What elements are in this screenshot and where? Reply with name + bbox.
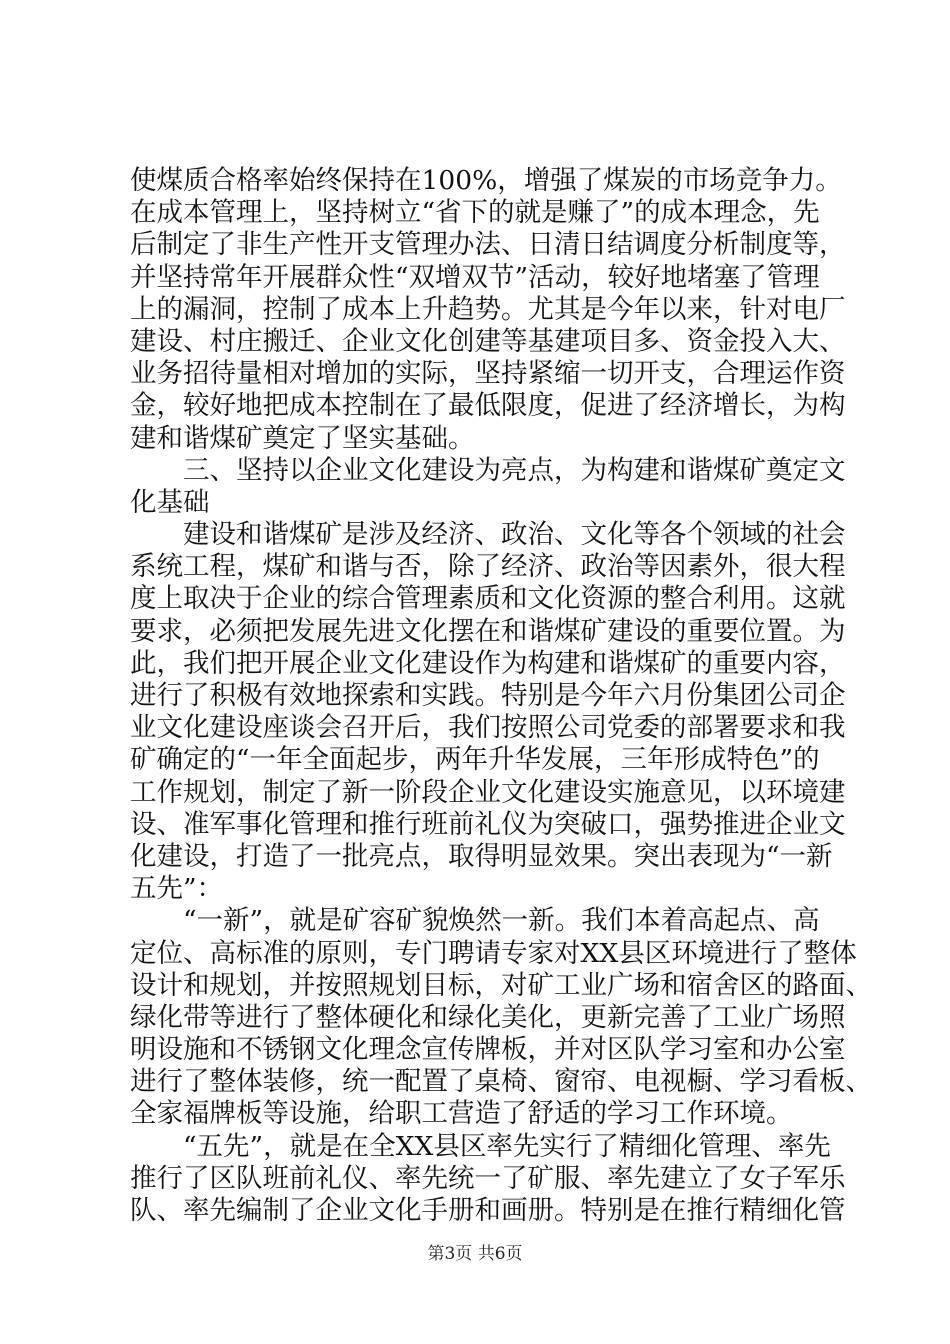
text-line: “五先”，就是在全XX县区率先实行了精细化管理、率先	[130, 1130, 831, 1162]
document-body	[130, 165, 872, 1227]
text-line: 队、率先编制了企业文化手册和画册。特别是在推行精细化管	[130, 1195, 846, 1226]
text-line: 使煤质合格率始终保持在100%，增强了煤炭的市场竞争力。	[130, 165, 842, 196]
text-line: 并坚持常年开展群众性“双增双节”活动，较好地堵塞了管理	[130, 261, 820, 293]
text-line: 绿化带等进行了整体硬化和绿化美化，更新完善了工业广场照	[130, 1001, 846, 1033]
text-line: 后制定了非生产性开支管理办法、日清日结调度分析制度等，	[130, 229, 846, 261]
text-line: 要求，必须把发展先进文化摆在和谐煤矿建设的重要位置。为	[130, 615, 846, 647]
page-number-footer: 第3页 共6页	[427, 1244, 523, 1264]
text-line: 此，我们把开展企业文化建设作为构建和谐煤矿的重要内容，	[130, 647, 846, 679]
text-line: 建设、村庄搬迁、企业文化创建等基建项目多、资金投入大、	[130, 325, 846, 357]
section-heading-line: 化基础	[130, 486, 210, 518]
text-line: 金，较好地把成本控制在了最低限度，促进了经济增长，为构	[130, 390, 846, 422]
text-line: “一新”，就是矿容矿貌焕然一新。我们本着高起点、高	[130, 905, 820, 937]
text-line: 系统工程，煤矿和谐与否，除了经济、政治等因素外，很大程	[130, 551, 846, 583]
text-line: 进行了整体装修，统一配置了桌椅、窗帘、电视橱、学习看板、	[130, 1066, 872, 1098]
text-line: 矿确定的“一年全面起步，两年升华发展，三年形成特色”的	[130, 744, 820, 776]
text-line: 在成本管理上，坚持树立“省下的就是赚了”的成本理念，先	[130, 197, 820, 229]
text-line: 业务招待量相对增加的实际，坚持紧缩一切开支，合理运作资	[130, 358, 846, 390]
text-line: 推行了区队班前礼仪、率先统一了矿服、率先建立了女子军乐	[130, 1162, 846, 1194]
text-line: 五先”：	[130, 873, 224, 905]
text-line: 建设和谐煤矿是涉及经济、政治、文化等各个领域的社会	[130, 519, 846, 551]
text-line: 上的漏洞，控制了成本上升趋势。尤其是今年以来，针对电厂	[130, 293, 846, 325]
text-line: 化建设，打造了一批亮点，取得明显效果。突出表现为“一新	[130, 840, 833, 872]
text-line: 设计和规划，并按照规划目标，对矿工业广场和宿舍区的路面、	[130, 969, 872, 1001]
text-line: 明设施和不锈钢文化理念宣传牌板，并对区队学习室和办公室	[130, 1034, 846, 1066]
text-line: 进行了积极有效地探索和实践。特别是今年六月份集团公司企	[130, 680, 846, 711]
section-heading-line: 三、坚持以企业文化建设为亮点，为构建和谐煤矿奠定文	[130, 454, 846, 486]
text-line: 定位、高标准的原则，专门聘请专家对XX县区环境进行了整体	[130, 937, 857, 969]
text-line: 全家福牌板等设施，给职工营造了舒适的学习工作环境。	[130, 1098, 793, 1130]
text-line: 建和谐煤矿奠定了坚实基础。	[130, 422, 475, 454]
text-line: 业文化建设座谈会召开后，我们按照公司党委的部署要求和我	[130, 712, 846, 744]
text-line: 度上取决于企业的综合管理素质和文化资源的整合利用。这就	[130, 583, 846, 615]
text-line: 设、准军事化管理和推行班前礼仪为突破口，强势推进企业文	[130, 808, 846, 840]
text-line: 工作规划，制定了新一阶段企业文化建设实施意见，以环境建	[130, 776, 846, 808]
